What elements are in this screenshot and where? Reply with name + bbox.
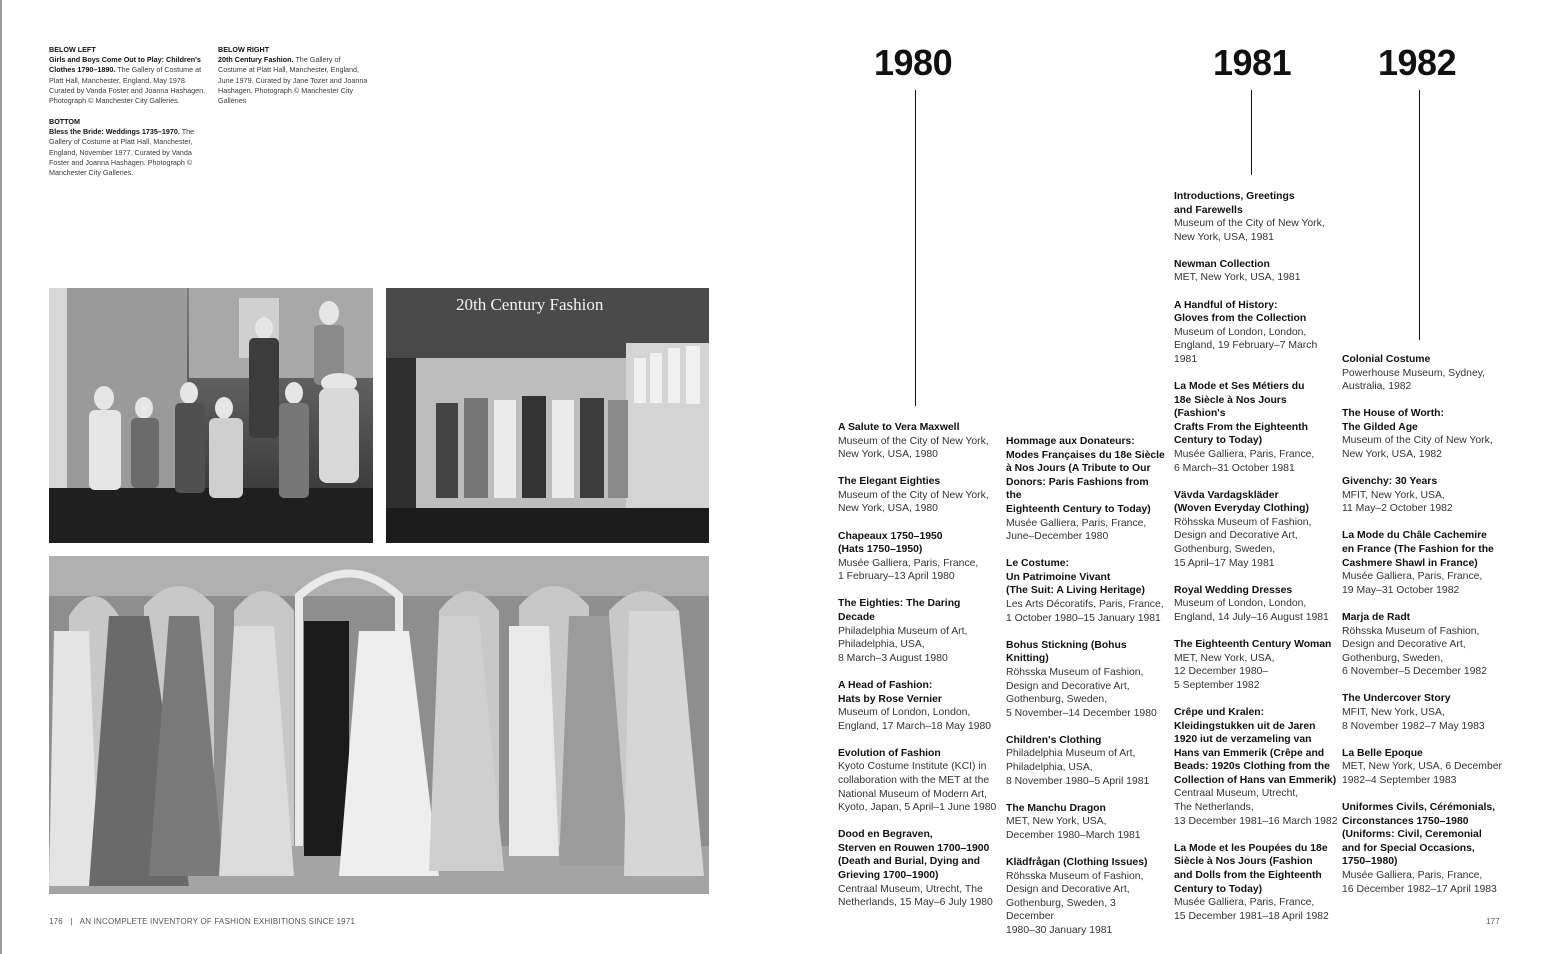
exhibition-title: The Manchu Dragon xyxy=(1006,802,1106,814)
exhibition-details: Musée Galliera, Paris, France, June–December 1980 xyxy=(1006,517,1147,543)
exhibition-entry xyxy=(1174,258,1339,285)
exhibition-entry xyxy=(1174,706,1339,828)
caption-below-left xyxy=(49,45,209,106)
exhibition-entry xyxy=(838,597,998,665)
exhibition-details: Musée Galliera, Paris, France, 16 December 1982–17 April 1983 xyxy=(1342,869,1497,895)
exhibition-details: Kyoto Costume Institute (KCI) in collaboration with the MET at the National Museum of Modern Art, Kyoto, Japan, 5 April–1 June 1980 xyxy=(838,761,997,814)
exhibition-details: Musée Galliera, Paris, France, 15 December 1981–18 April 1982 xyxy=(1174,897,1329,922)
exhibition-title: La Belle Epoque xyxy=(1342,747,1423,759)
exhibition-details: Museum of London, London, England, 17 March–18 May 1980 xyxy=(838,707,992,732)
left-page-number: 176 xyxy=(49,917,63,926)
exhibition-details: Museum of the City of New York, New York, USA, 1980 xyxy=(838,489,989,515)
exhibition-details: Musée Galliera, Paris, France, 6 March–31 October 1981 xyxy=(1174,449,1315,474)
exhibition-title: La Mode du Châle Cachemire en France (The Fashion for the Cashmere Shawl in France) xyxy=(1342,530,1494,569)
photo-sign-text: 20th Century Fashion xyxy=(456,295,604,314)
left-page xyxy=(0,0,772,954)
exhibition-details: Museum of the City of New York, New York, USA, 1982 xyxy=(1342,435,1493,461)
exhibition-entry xyxy=(1342,407,1507,461)
exhibition-entry xyxy=(1342,353,1507,394)
exhibition-title: A Handful of History: Gloves from the Collection xyxy=(1174,299,1307,325)
exhibition-entry xyxy=(838,828,998,910)
exhibition-details: Musée Galliera, Paris, France, 19 May–31 October 1982 xyxy=(1342,571,1483,596)
running-title: AN INCOMPLETE INVENTORY OF FASHION EXHIBITIONS SINCE 1971 xyxy=(79,917,356,926)
photo-20th-century-fashion xyxy=(386,288,709,543)
caption-below-right xyxy=(218,45,370,106)
exhibition-details: Musée Galliera, Paris, France, 1 February–13 April 1980 xyxy=(838,557,979,583)
exhibition-entry xyxy=(1342,801,1507,896)
exhibition-details: Museum of the City of New York, New York, USA, 1980 xyxy=(838,435,989,461)
exhibition-details: Philadelphia Museum of Art, Philadelphia, USA, 8 March–3 August 1980 xyxy=(838,625,968,664)
exhibition-details: Centraal Museum, Utrecht, The Netherlands, 15 May–6 July 1980 xyxy=(838,883,993,909)
photo-wedding-dresses xyxy=(49,556,709,894)
exhibition-entry xyxy=(1174,380,1339,475)
timeline-column-2 xyxy=(1006,435,1166,951)
caption-title: Girls and Boys Come Out to Play: Children's Clothes 1790–1890. xyxy=(49,55,201,75)
exhibition-details: Philadelphia Museum of Art, Philadelphia, USA, 8 November 1980–5 April 1981 xyxy=(1006,748,1150,787)
timeline-line-1980 xyxy=(915,90,916,406)
right-page-number: 177 xyxy=(1486,917,1500,926)
exhibition-title: Bohus Stickning (Bohus Knitting) xyxy=(1006,639,1127,665)
exhibition-entry xyxy=(838,530,998,584)
exhibition-entry xyxy=(1342,692,1507,733)
exhibition-details: Röhsska Museum of Fashion, Design and Decorative Art, Gothenburg, Sweden, 3 December 1980–30 January 1981 xyxy=(1006,870,1144,936)
exhibition-details: MFIT, New York, USA, 11 May–2 October 1982 xyxy=(1342,489,1453,515)
left-footer xyxy=(49,917,355,926)
exhibition-entry xyxy=(1342,611,1507,679)
caption-text: The Gallery of Costume at Platt Hall, Manchester, England, June 1979. Curated by Jane Tozer and Joanna Hashagen. Photograph © Manchester City Galleries xyxy=(218,55,368,106)
caption-title: 20th Century Fashion. xyxy=(218,55,294,65)
exhibition-entry xyxy=(838,679,998,733)
right-page xyxy=(772,0,1545,954)
exhibition-title: Marja de Radt xyxy=(1342,611,1411,623)
exhibition-entry xyxy=(1006,639,1166,721)
exhibition-title: Crêpe und Kralen: Kleidingstukken uit de Jaren 1920 iut de verzameling van Hans van Emmerik (Crêpe and Beads: 1920s Clothing from the Collection of Hans van Emmerik) xyxy=(1174,706,1337,786)
exhibition-entry xyxy=(838,475,998,516)
exhibition-entry xyxy=(1342,475,1507,516)
exhibition-title: Hommage aux Donateurs: Modes Françaises du 18e Siècle à Nos Jours (A Tribute to Our Donors: Paris Fashions from the Eighteenth Century to Today) xyxy=(1006,436,1165,515)
caption-heading: BELOW LEFT xyxy=(49,45,96,54)
exhibition-entry xyxy=(1006,557,1166,625)
footer-separator: | xyxy=(70,917,73,926)
exhibition-entry xyxy=(1342,529,1507,597)
exhibition-entry xyxy=(1006,435,1166,544)
exhibition-title: Colonial Costume xyxy=(1342,354,1431,365)
exhibition-title: Introductions, Greetings and Farewells xyxy=(1174,191,1295,216)
exhibition-title: The Undercover Story xyxy=(1342,693,1451,705)
year-1980: 1980 xyxy=(874,42,953,83)
exhibition-details: Museum of London, London, England, 19 February–7 March 1981 xyxy=(1174,326,1318,365)
exhibition-details: Les Arts Décoratifs, Paris, France, 1 October 1980–15 January 1981 xyxy=(1006,599,1164,624)
exhibition-details: MET, New York, USA, 1981 xyxy=(1174,272,1301,284)
exhibition-title: La Mode et les Poupées du 18e Siècle à Nos Jours (Fashion and Dolls from the Eighteenth Century to Today) xyxy=(1174,842,1328,895)
exhibition-details: MET, New York, USA, 12 December 1980– 5 September 1982 xyxy=(1174,652,1275,691)
exhibition-entry xyxy=(1174,638,1339,692)
caption-heading: BOTTOM xyxy=(49,117,81,126)
exhibition-details: Powerhouse Museum, Sydney, Australia, 1982 xyxy=(1342,367,1486,393)
exhibition-title: The Eighteenth Century Woman xyxy=(1174,639,1332,651)
exhibition-entry xyxy=(1342,747,1507,788)
exhibition-title: Dood en Begraven, Sterven en Rouwen 1700–1900 (Death and Burial, Dying and Grieving 1700–1900) xyxy=(838,829,990,882)
exhibition-title: The Elegant Eighties xyxy=(838,476,941,488)
exhibition-entry xyxy=(1174,584,1339,625)
exhibition-title: Children's Clothing xyxy=(1006,734,1102,746)
caption-text: The Gallery of Costume at Platt Hall, Manchester, England, November 1977. Curated by Vanda Foster and Joanna Hashagen. Photograph © Manchester City Galleries. xyxy=(49,127,195,178)
exhibition-title: Chapeaux 1750–1950 (Hats 1750–1950) xyxy=(838,530,943,556)
year-1981: 1981 xyxy=(1213,42,1292,83)
exhibition-title: A Salute to Vera Maxwell xyxy=(838,422,960,433)
exhibition-entry xyxy=(838,747,998,815)
timeline-line-1982 xyxy=(1419,90,1420,340)
timeline-column-4 xyxy=(1342,353,1507,910)
exhibition-title: Klädfrågan (Clothing Issues) xyxy=(1006,856,1148,868)
exhibition-title: The Eighties: The Daring Decade xyxy=(838,598,961,624)
right-footer xyxy=(1486,917,1500,926)
exhibition-details: Museum of the City of New York, New York, USA, 1981 xyxy=(1174,218,1325,243)
exhibition-title: Uniformes Civils, Cérémonials, Circonstances 1750–1980 (Uniforms: Civil, Ceremonial and for Special Occasions, 1750–1980) xyxy=(1342,801,1496,868)
exhibition-entry xyxy=(1006,856,1166,938)
exhibition-title: Newman Collection xyxy=(1174,258,1270,270)
exhibition-entry xyxy=(1174,190,1339,244)
exhibition-entry xyxy=(1174,489,1339,571)
caption-bottom xyxy=(49,117,199,178)
exhibition-details: MET, New York, USA, 6 December 1982–4 September 1983 xyxy=(1342,761,1502,786)
exhibition-details: Centraal Museum, Utrecht, The Netherlands, 13 December 1981–16 March 1982 xyxy=(1174,788,1338,827)
exhibition-entry xyxy=(1006,734,1166,788)
exhibition-title: Evolution of Fashion xyxy=(838,747,941,759)
exhibition-details: Röhsska Museum of Fashion, Design and Decorative Art, Gothenburg, Sweden, 15 April–17 May 1981 xyxy=(1174,516,1312,569)
exhibition-entry xyxy=(838,421,998,462)
timeline-column-3 xyxy=(1174,190,1339,937)
exhibition-title: La Mode et Ses Métiers du 18e Siècle à Nos Jours (Fashion's Crafts From the Eighteenth Century to Today) xyxy=(1174,381,1308,447)
exhibition-title: Le Costume: Un Patrimoine Vivant (The Suit: A Living Heritage) xyxy=(1006,558,1145,597)
exhibition-entry xyxy=(1174,299,1339,367)
caption-heading: BELOW RIGHT xyxy=(218,45,270,54)
year-1982: 1982 xyxy=(1378,42,1457,83)
exhibition-title: A Head of Fashion: Hats by Rose Vernier xyxy=(838,679,942,705)
caption-text: The Gallery of Costume at Platt Hall, Manchester, England, May 1978. Curated by Vanda Foster and Joanna Hashagen. Photograph © Manchester City Galleries. xyxy=(49,65,206,106)
timeline-column-1 xyxy=(838,421,998,923)
caption-title: Bless the Bride: Weddings 1735–1970. xyxy=(49,127,180,137)
exhibition-title: Vävda Vardagskläder (Woven Everyday Clothing) xyxy=(1174,489,1309,515)
exhibition-details: Röhsska Museum of Fashion, Design and Decorative Art, Gothenburg, Sweden, 5 November–14 December 1980 xyxy=(1006,666,1157,719)
photo-childrens-clothes xyxy=(49,288,373,543)
exhibition-title: The House of Worth: The Gilded Age xyxy=(1342,408,1444,433)
exhibition-details: Röhsska Museum of Fashion, Design and Decorative Art, Gothenburg, Sweden, 6 November–5 December 1982 xyxy=(1342,625,1487,678)
exhibition-details: MET, New York, USA, December 1980–March 1981 xyxy=(1006,816,1141,841)
exhibition-title: Givenchy: 30 Years xyxy=(1342,476,1438,488)
exhibition-details: MFIT, New York, USA, 8 November 1982–7 May 1983 xyxy=(1342,706,1485,732)
timeline-line-1981 xyxy=(1251,90,1252,175)
spine-edge xyxy=(0,0,2,954)
exhibition-title: Royal Wedding Dresses xyxy=(1174,584,1293,596)
exhibition-entry xyxy=(1006,802,1166,843)
exhibition-details: Museum of London, London, England, 14 July–16 August 1981 xyxy=(1174,598,1329,623)
exhibition-entry xyxy=(1174,842,1339,924)
